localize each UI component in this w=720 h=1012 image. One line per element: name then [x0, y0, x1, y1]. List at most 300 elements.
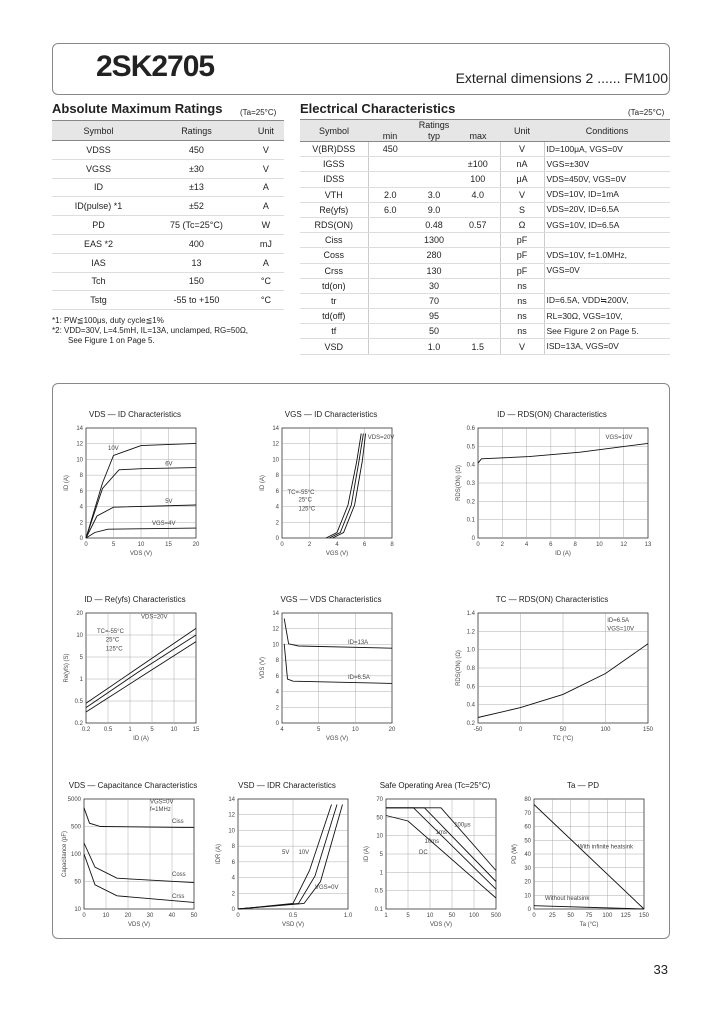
elec-cell-symbol: td(off) [300, 309, 368, 324]
elec-cell-unit: ns [500, 278, 544, 293]
y-tick-label: 0.6 [466, 684, 475, 691]
y-tick-label: 0.6 [466, 426, 475, 432]
x-tick-label: 50 [190, 913, 198, 919]
x-tick-label: 10 [137, 542, 145, 548]
y-tick-label: 70 [524, 810, 531, 817]
elec-cell-symbol: tf [300, 324, 368, 339]
x-tick-label: 50 [448, 913, 456, 919]
x-tick-label: 10 [351, 727, 359, 733]
elec-cell-symbol: Ciss [300, 233, 368, 248]
chart-ta-pd [508, 781, 658, 941]
elec-cell-max: ±100 [456, 157, 500, 172]
elec-cell-min [368, 248, 412, 263]
chart-id-reyfs [60, 595, 210, 755]
abs-cell-unit: °C [248, 272, 284, 291]
curve-dc [386, 816, 496, 899]
x-tick-label: 10 [102, 913, 110, 919]
y-tick-label: 4 [275, 504, 279, 511]
elec-cell-typ: 280 [412, 248, 456, 263]
y-tick-label: 100 [70, 852, 81, 858]
x-tick-label: 1.0 [343, 913, 353, 919]
elec-cell-unit: S [500, 202, 544, 217]
chart-title: VGS — VDS Characteristics [280, 595, 382, 604]
elec-cell-max [456, 233, 500, 248]
abs-max-condition: (Ta=25°C) [240, 108, 277, 117]
y-tick-label: 14 [228, 797, 235, 803]
y-tick-label: 6 [79, 488, 83, 495]
elec-cell-typ: 1300 [412, 233, 456, 248]
label-f: f=1MHz [150, 807, 171, 814]
y-tick-label: 10 [228, 828, 235, 835]
y-tick-label: 10 [272, 457, 279, 464]
y-tick-label: 4 [275, 689, 279, 696]
y-tick-label: 14 [76, 426, 83, 432]
elec-cell-max [456, 248, 500, 263]
curve-1ms [386, 808, 496, 882]
x-tick-label: 50 [567, 913, 575, 919]
elec-cell-max: 100 [456, 172, 500, 187]
x-tick-label: 8 [573, 542, 577, 548]
label-crss: Crss [172, 894, 185, 900]
abs-cell-unit: V [248, 159, 284, 178]
label-25: 25°C [298, 497, 312, 504]
x-tick-label: 0.5 [288, 913, 298, 919]
elec-cell-conditions: ID=6.5A, VDD≒200V, [544, 293, 670, 308]
abs-cell-rating: 400 [145, 234, 248, 253]
y-tick-label: 0 [79, 536, 83, 542]
col-symbol: Symbol [52, 121, 145, 141]
elec-cell-max [456, 293, 500, 308]
chart-title: VGS — ID Characteristics [284, 410, 378, 419]
external-dimensions: External dimensions 2 ...... FM100 [455, 70, 668, 86]
x-tick-label: 0 [280, 542, 284, 548]
elec-cell-min: 6.0 [368, 202, 412, 217]
label-vds: VDS=20V [141, 614, 168, 621]
elec-cell-symbol: tr [300, 293, 368, 308]
x-tick-label: 5 [150, 727, 154, 733]
y-tick-label: 6 [275, 488, 279, 495]
label-100us: 100μs [454, 822, 471, 829]
table-row [300, 324, 670, 339]
elec-cell-typ: 95 [412, 309, 456, 324]
table-row [52, 291, 284, 310]
label-25: 25°C [105, 637, 120, 644]
x-axis-label: VDS (V) [129, 551, 153, 557]
x-axis-label: TC (°C) [552, 736, 574, 742]
x-tick-label: 30 [146, 913, 154, 919]
x-tick-label: 5 [406, 913, 410, 919]
x-tick-label: 0 [82, 913, 86, 919]
table-row [52, 141, 284, 160]
label-without: Without heatsink [545, 896, 590, 903]
chart-title-text: Safe Operating Area [379, 781, 453, 790]
chart-plot [452, 422, 652, 570]
y-tick-label: 8 [275, 473, 279, 480]
elec-cell-unit: ns [500, 293, 544, 308]
y-tick-label: 0 [471, 536, 475, 542]
label-vgs-10v: VGS=10V [605, 435, 633, 441]
col-ratings: Ratings [145, 121, 248, 141]
x-tick-label: -50 [473, 727, 483, 733]
table-row [52, 197, 284, 216]
chart-plot [60, 607, 210, 755]
label-125: 125°C [298, 506, 316, 513]
elec-cell-conditions [544, 278, 670, 293]
y-tick-label: 20 [524, 879, 531, 886]
elec-cell-typ: 50 [412, 324, 456, 339]
elec-cell-typ: 9.0 [412, 202, 456, 217]
elec-cell-unit: nA [500, 157, 544, 172]
abs-cell-symbol: PD [52, 216, 145, 235]
chart-condition: (Tc=25°C) [454, 781, 491, 790]
y-tick-label: 2 [79, 520, 83, 527]
y-tick-label: 1.0 [466, 647, 475, 654]
y-tick-label: 8 [275, 658, 279, 665]
chart-vds-capacitance [58, 781, 208, 941]
x-tick-label: 15 [165, 542, 172, 548]
abs-cell-unit: A [248, 197, 284, 216]
table-row [52, 253, 284, 272]
y-axis-label: Capacitance (pF) [62, 830, 68, 878]
elec-cell-unit: pF [500, 233, 544, 248]
chart-plot [212, 793, 362, 941]
y-tick-label: 20 [76, 611, 83, 617]
label-id: ID=6.5A [607, 617, 630, 624]
table-row [52, 159, 284, 178]
y-tick-label: 12 [272, 441, 279, 448]
y-axis-label: RDS(ON) (Ω) [456, 650, 462, 686]
elec-cell-typ: 130 [412, 263, 456, 278]
table-row [300, 263, 670, 278]
elec-cell-typ: 1.0 [412, 339, 456, 354]
y-tick-label: 40 [524, 852, 531, 858]
chart-plot [360, 793, 510, 941]
elec-cell-max: 1.5 [456, 339, 500, 354]
y-tick-label: 10 [76, 457, 83, 464]
table-row [52, 178, 284, 197]
footnote-3: See Figure 1 on Page 5. [68, 336, 155, 345]
elec-cell-symbol: Re(yfs) [300, 202, 368, 217]
abs-cell-unit: A [248, 253, 284, 272]
chart-title: Ta — PD [566, 781, 599, 790]
y-tick-label: 8 [231, 844, 235, 851]
table-row [300, 142, 670, 157]
y-tick-label: 4 [79, 504, 83, 511]
y-tick-label: 2 [275, 705, 279, 712]
y-tick-label: 0.1 [466, 517, 475, 524]
y-tick-label: 0.1 [374, 907, 383, 913]
x-axis-label: VGS (V) [325, 736, 349, 742]
x-tick-label: 100 [600, 727, 611, 733]
y-tick-label: 0.2 [466, 721, 475, 727]
x-tick-label: 13 [644, 542, 652, 548]
elec-cell-symbol: Crss [300, 263, 368, 278]
table-row [52, 234, 284, 253]
elec-cell-min [368, 157, 412, 172]
x-tick-label: 10 [170, 727, 178, 733]
elec-cell-symbol: IDSS [300, 172, 368, 187]
y-axis-label: RDS(ON) (Ω) [456, 465, 462, 501]
elec-cell-symbol: RDS(ON) [300, 217, 368, 232]
y-tick-label: 500 [70, 824, 81, 831]
x-axis-label: VDS (V) [127, 922, 151, 928]
elec-cell-unit: V [500, 187, 544, 202]
elec-cell-conditions: RL=30Ω, VGS=10V, [544, 309, 670, 324]
elec-cell-min [368, 278, 412, 293]
elec-cell-conditions: ISD=13A, VGS=0V [544, 339, 670, 354]
y-tick-label: 70 [376, 797, 383, 803]
chart-plot [508, 793, 658, 941]
y-tick-label: 30 [524, 865, 531, 872]
x-tick-label: 1 [384, 913, 388, 919]
elec-cell-min [368, 324, 412, 339]
y-tick-label: 50 [74, 879, 81, 886]
elec-cell-unit: pF [500, 248, 544, 263]
elec-cell-typ: 70 [412, 293, 456, 308]
elec-cell-min [368, 339, 412, 354]
elec-cell-symbol: V(BR)DSS [300, 142, 368, 157]
elec-col-unit: Unit [500, 120, 544, 142]
table-row [300, 278, 670, 293]
curve-25 [86, 635, 196, 708]
y-tick-label: 10 [376, 833, 383, 840]
elec-cell-conditions: VDS=20V, ID=6.5A [544, 202, 670, 217]
abs-cell-symbol: ID [52, 178, 145, 197]
elec-cell-symbol: IGSS [300, 157, 368, 172]
elec-cell-min: 2.0 [368, 187, 412, 202]
y-tick-label: 14 [272, 611, 279, 617]
x-tick-label: 25 [548, 913, 556, 919]
table-row [300, 248, 670, 263]
abs-max-title: Absolute Maximum Ratings [52, 101, 223, 116]
elec-col-min: min [368, 131, 412, 142]
label-coss: Coss [172, 872, 186, 878]
abs-cell-unit: mJ [248, 234, 284, 253]
abs-cell-rating: ±13 [145, 178, 248, 197]
x-tick-label: 5 [111, 542, 116, 548]
label-125: 125°C [105, 646, 123, 653]
label-id-13a: ID=13A [348, 639, 369, 646]
x-tick-label: 0 [236, 913, 240, 919]
x-tick-label: 100 [468, 913, 480, 919]
y-tick-label: 0 [231, 907, 235, 913]
x-tick-label: 150 [638, 913, 650, 919]
abs-cell-rating: 150 [145, 272, 248, 291]
table-row [300, 202, 670, 217]
y-axis-label: ID (A) [364, 846, 370, 862]
elec-cell-min [368, 263, 412, 278]
curve-m55 [86, 628, 196, 703]
chart-tc-rdson [452, 595, 652, 755]
y-tick-label: 0.3 [466, 481, 475, 487]
x-tick-label: 6 [549, 542, 553, 548]
y-tick-label: 12 [76, 441, 83, 448]
table-row [300, 187, 670, 202]
elec-cell-unit: V [500, 339, 544, 354]
y-tick-label: 0 [527, 907, 531, 913]
y-tick-label: 6 [275, 673, 279, 680]
elec-cell-max: 0.57 [456, 217, 500, 232]
x-tick-label: 100 [602, 913, 613, 919]
plot-frame [282, 613, 392, 723]
elec-cell-symbol: VTH [300, 187, 368, 202]
x-tick-label: 6 [362, 542, 367, 548]
table-row [300, 172, 670, 187]
label-tc-m55: TC=-55°C [287, 490, 315, 496]
curve-6-5a [284, 644, 392, 684]
x-tick-label: 500 [490, 913, 502, 919]
x-tick-label: 2 [307, 542, 312, 548]
curve-125 [86, 642, 196, 712]
y-tick-label: 5 [79, 655, 83, 661]
label-vgs-4v: VGS=4V [152, 520, 176, 527]
label-id-6-5a: ID=6.5A [348, 675, 370, 681]
abs-cell-symbol: VGSS [52, 159, 145, 178]
x-tick-label: 15 [192, 727, 200, 733]
y-tick-label: 0 [275, 536, 279, 542]
chart-title: VSD — IDR Characteristics [238, 781, 336, 790]
label-infinite: With infinite heatsink [578, 844, 634, 851]
elec-cell-conditions: ID=100μA, VGS=0V [544, 142, 670, 157]
y-tick-label: 14 [272, 426, 279, 432]
x-tick-label: 0 [476, 542, 480, 548]
x-tick-label: 10 [426, 913, 434, 919]
table-row [300, 293, 670, 308]
elec-cell-min [368, 309, 412, 324]
elec-cell-max [456, 142, 500, 157]
x-tick-label: 0.2 [81, 727, 91, 733]
x-tick-label: 0.5 [103, 727, 113, 733]
abs-cell-unit: °C [248, 291, 284, 310]
elec-col-typ: typ [412, 131, 456, 142]
y-tick-label: 12 [228, 812, 235, 819]
x-axis-label: ID (A) [555, 551, 571, 557]
x-tick-label: 8 [390, 542, 394, 548]
label-tc-m55: TC=-55°C [97, 628, 124, 635]
abs-max-table [52, 120, 284, 310]
y-tick-label: 8 [79, 473, 83, 480]
y-tick-label: 12 [272, 626, 279, 633]
elec-cell-unit: ns [500, 309, 544, 324]
elec-col-max: max [456, 131, 500, 142]
elec-cell-min [368, 172, 412, 187]
label-1ms: 1ms [435, 830, 447, 837]
chart-title: ID — RDS(ON) Characteristics [497, 410, 607, 419]
chart-plot [452, 607, 652, 755]
elec-cell-conditions: VGS=±30V [544, 157, 670, 172]
label-5v: 5V [282, 850, 290, 856]
x-axis-label: ID (A) [133, 736, 149, 742]
elec-cell-conditions: VDS=450V, VGS=0V [544, 172, 670, 187]
y-axis-label: ID (A) [64, 475, 70, 491]
x-tick-label: 20 [192, 542, 200, 548]
y-tick-label: 60 [524, 824, 531, 831]
label-dc: DC [419, 850, 428, 856]
elec-cell-conditions: VDS=10V, f=1.0MHz, [544, 248, 670, 263]
elec-cell-max [456, 309, 500, 324]
footnote-1: *1: PW≦100μs, duty cycle≦1% [52, 316, 164, 325]
elec-cell-unit: ns [500, 324, 544, 339]
y-tick-label: 5000 [67, 797, 81, 803]
elec-cell-conditions: VDS=10V, ID=1mA [544, 187, 670, 202]
chart-title: TC — RDS(ON) Characteristics [495, 595, 609, 604]
y-tick-label: 5 [379, 852, 383, 858]
footnote-2: *2: VDD=30V, L=4.5mH, IL=13A, unclamped, RG=50Ω, [52, 326, 249, 335]
elec-cell-unit: V [500, 142, 544, 157]
abs-cell-rating: ±30 [145, 159, 248, 178]
elec-cell-unit: pF [500, 263, 544, 278]
x-tick-label: 1 [128, 727, 132, 733]
col-unit: Unit [248, 121, 284, 141]
elec-cell-min [368, 293, 412, 308]
x-tick-label: 4 [280, 727, 284, 733]
table-row [300, 309, 670, 324]
abs-cell-unit: A [248, 178, 284, 197]
elec-col-symbol: Symbol [300, 120, 368, 142]
elec-cell-typ [412, 172, 456, 187]
elec-cell-unit: μA [500, 172, 544, 187]
x-tick-label: 20 [388, 727, 396, 733]
label-vgs: VGS=0V [150, 799, 174, 806]
chart-plot [256, 422, 406, 570]
elec-cell-typ: 3.0 [412, 187, 456, 202]
abs-cell-unit: W [248, 216, 284, 235]
elec-cell-conditions: See Figure 2 on Page 5. [544, 324, 670, 339]
x-tick-label: 150 [642, 727, 654, 733]
chart-vgs-id [256, 410, 406, 570]
label-5v: 5V [165, 498, 173, 505]
elec-cell-conditions: VGS=10V, ID=6.5A [544, 217, 670, 232]
chart-plot [60, 422, 210, 570]
y-tick-label: 0.4 [466, 462, 475, 469]
elec-table [300, 119, 670, 355]
x-tick-label: 2 [500, 542, 504, 548]
x-tick-label: 125 [620, 913, 631, 919]
x-axis-label: VDS (V) [429, 922, 453, 928]
elec-cell-min [368, 233, 412, 248]
abs-cell-symbol: IAS [52, 253, 145, 272]
elec-cell-symbol: Coss [300, 248, 368, 263]
y-tick-label: 1.2 [466, 629, 475, 636]
table-row [300, 157, 670, 172]
elec-col-ratings: Ratings [368, 120, 500, 131]
y-tick-label: 6 [231, 859, 235, 866]
abs-cell-symbol: EAS *2 [52, 234, 145, 253]
x-tick-label: 0 [518, 727, 523, 733]
label-10v: 10V [298, 850, 310, 856]
y-tick-label: 10 [76, 633, 83, 639]
part-number: 2SK2705 [96, 50, 215, 83]
y-tick-label: 80 [524, 797, 531, 803]
chart-vsd-idr [212, 781, 362, 941]
x-tick-label: 4 [524, 542, 529, 548]
label-vgs: VGS=10V [607, 626, 635, 633]
chart-title: VDS — Capacitance Characteristics [68, 781, 198, 790]
x-tick-label: 20 [124, 913, 132, 919]
abs-cell-symbol: VDSS [52, 141, 145, 160]
elec-cell-max [456, 324, 500, 339]
elec-cell-unit: Ω [500, 217, 544, 232]
curve-13a [284, 619, 392, 649]
y-tick-label: 50 [524, 838, 531, 845]
elec-cell-max [456, 202, 500, 217]
label-vgs-0v: VGS=0V [315, 885, 339, 892]
table-row [300, 339, 670, 354]
y-tick-label: 0.5 [74, 699, 83, 705]
x-tick-label: 0 [84, 542, 88, 548]
chart-id-rdson [452, 410, 652, 570]
elec-cell-symbol: td(on) [300, 278, 368, 293]
